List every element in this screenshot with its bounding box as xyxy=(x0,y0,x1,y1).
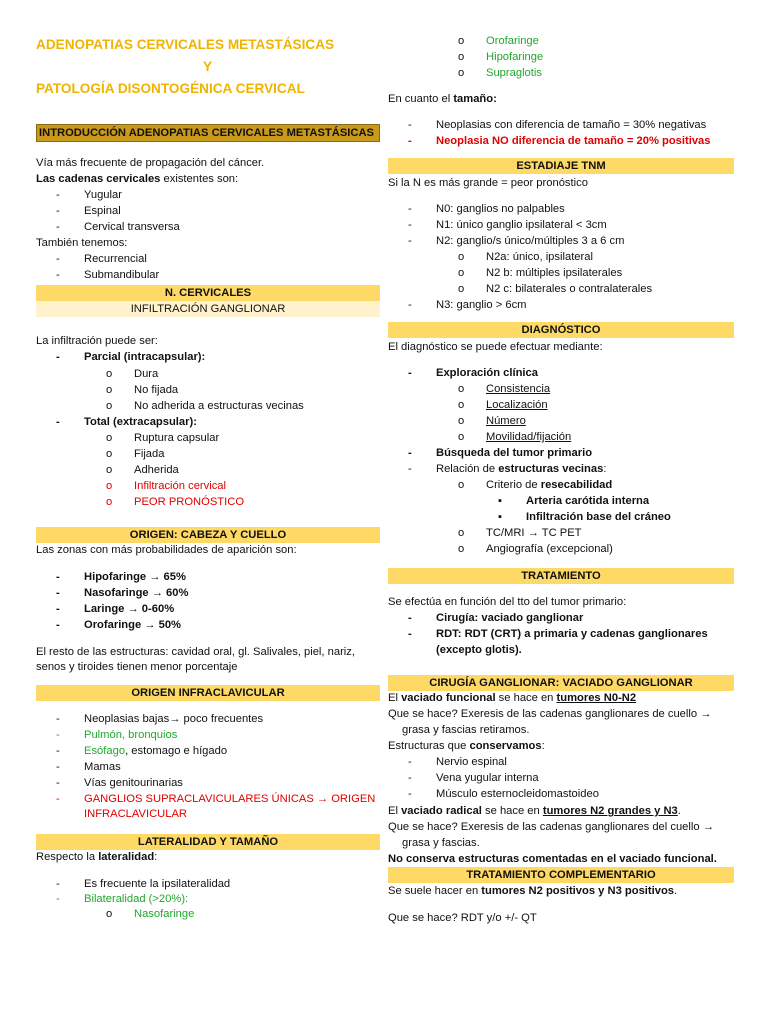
list-item: o PEOR PRONÓSTICO xyxy=(106,496,245,508)
infil-intro: La infiltración puede ser: xyxy=(36,335,158,347)
list-item: - Espinal xyxy=(56,205,121,217)
doc-title-line2: Y xyxy=(203,59,213,74)
list-item: - N3: ganglio > 6cm xyxy=(408,299,527,311)
list-item: o Angiografía (excepcional) xyxy=(458,543,613,555)
list-item: - Parcial (intracapsular): xyxy=(56,351,206,363)
list-item: o Adherida xyxy=(106,464,179,476)
list-item: o Localización xyxy=(458,399,548,411)
list-item: o N2a: único, ipsilateral xyxy=(458,251,593,263)
list-item: ▪ Infiltración base del cráneo xyxy=(498,511,671,523)
list-item: o No fijada xyxy=(106,384,179,396)
diag-intro: El diagnóstico se puede efectuar mediante: xyxy=(388,341,603,353)
cir-line-7: grasa y fascias. xyxy=(402,837,480,849)
list-item: - Búsqueda del tumor primario xyxy=(408,447,593,459)
list-item: - Orofaringe → 50% xyxy=(56,619,181,631)
section-header-tnm: ESTADIAJE TNM xyxy=(388,158,734,174)
list-item: - Laringe → 0-60% xyxy=(56,603,175,615)
tambien-text: También tenemos: xyxy=(36,237,128,249)
list-item: - N2: ganglio/s único/múltiples 3 a 6 cm xyxy=(408,235,625,247)
section-header-ncervicales: N. CERVICALES xyxy=(36,285,380,301)
tam-intro: En cuanto el tamaño: xyxy=(388,93,497,105)
cadenas-bold: Las cadenas cervicales xyxy=(36,173,161,185)
list-item: - Relación de estructuras vecinas: xyxy=(408,463,607,475)
list-item: - Es frecuente la ipsilateralidad xyxy=(56,878,231,890)
list-item: o N2 b: múltiples ipsilaterales xyxy=(458,267,623,279)
list-item: - N1: único ganglio ipsilateral < 3cm xyxy=(408,219,607,231)
list-item: - Exploración clínica xyxy=(408,367,538,379)
cir-line-8: No conserva estructuras comentadas en el vaciado funcional. xyxy=(388,853,717,865)
list-item: - Submandibular xyxy=(56,269,160,281)
cir-line-1: El vaciado funcional se hace en tumores N0-N2 xyxy=(388,692,637,704)
origen-rest-1: El resto de las estructuras: cavidad oral, gl. Salivales, piel, nariz, xyxy=(36,646,355,658)
comp-line-2: Que se hace? RDT y/o +/- QT xyxy=(388,912,537,924)
list-item: - Recurrencial xyxy=(56,253,147,265)
comp-line-1: Se suele hacer en tumores N2 positivos y N3 positivos. xyxy=(388,885,678,897)
list-item: o Hipofaringe xyxy=(458,51,544,63)
list-item: - Vena yugular interna xyxy=(408,772,539,784)
list-item: - Neoplasias con diferencia de tamaño = 30% negativas xyxy=(408,119,707,131)
cir-line-5: El vaciado radical se hace en tumores N2 grandes y N3. xyxy=(388,805,681,817)
list-item: o Número xyxy=(458,415,526,427)
list-item: o Infiltración cervical xyxy=(106,480,227,492)
list-item: - Cirugía: vaciado ganglionar xyxy=(408,612,584,624)
list-item: - Total (extracapsular): xyxy=(56,416,197,428)
doc-title-line3: PATOLOGÍA DISONTOGÉNICA CERVICAL xyxy=(36,81,305,96)
list-item: o Movilidad/fijación xyxy=(458,431,572,443)
list-item: - Yugular xyxy=(56,189,122,201)
section-header-tratamiento: TRATAMIENTO xyxy=(388,568,734,584)
list-item: - RDT: RDT (CRT) a primaria y cadenas ganglionares xyxy=(408,628,708,640)
list-item-cont: (excepto glotis). xyxy=(436,644,522,656)
list-item: o N2 c: bilaterales o contralaterales xyxy=(458,283,653,295)
doc-title-line1: ADENOPATIAS CERVICALES METASTÁSICAS xyxy=(36,37,335,52)
list-item: - Neoplasia NO diferencia de tamaño = 20% positivas xyxy=(408,135,711,147)
list-item: o No adherida a estructuras vecinas xyxy=(106,400,304,412)
cir-line-3: grasa y fascias retiramos. xyxy=(402,724,530,736)
list-item: o Supraglotis xyxy=(458,67,542,79)
list-item: o Nasofaringe xyxy=(106,908,195,920)
section-header-lateralidad: LATERALIDAD Y TAMAÑO xyxy=(36,834,380,850)
cir-line-2: Que se hace? Exeresis de las cadenas ganglionares de cuello → xyxy=(388,708,712,720)
list-item: o Orofaringe xyxy=(458,35,539,47)
list-item: - Mamas xyxy=(56,761,121,773)
list-item: - Nasofaringe → 60% xyxy=(56,587,189,599)
cadenas-line xyxy=(36,172,380,187)
section-header-complementario: TRATAMIENTO COMPLEMENTARIO xyxy=(388,867,734,883)
list-item: o Ruptura capsular xyxy=(106,432,220,444)
list-item: - Neoplasias bajas→ poco frecuentes xyxy=(56,713,264,725)
origen-rest-2: senos y tiroides tienen menor porcentaje xyxy=(36,661,238,673)
cir-line-4: Estructuras que conservamos: xyxy=(388,740,545,752)
cir-line-6: Que se hace? Exeresis de las cadenas ganglionares del cuello → xyxy=(388,821,714,833)
list-item: - Nervio espinal xyxy=(408,756,507,768)
origen-intro: Las zonas con más probabilidades de aparición son: xyxy=(36,544,297,556)
list-item: - Hipofaringe → 65% xyxy=(56,571,186,583)
list-item: - GANGLIOS SUPRACLAVICULARES ÚNICAS → ORIGEN xyxy=(56,793,376,805)
list-item: - Vías genitourinarias xyxy=(56,777,183,789)
section-header-infraclavicular: ORIGEN INFRACLAVICULAR xyxy=(36,685,380,701)
tnm-intro: Si la N es más grande = peor pronóstico xyxy=(388,177,588,189)
list-item: o Fijada xyxy=(106,448,165,460)
list-item: - Esófago, estomago e hígado xyxy=(56,745,228,757)
cadenas-rest: existentes son: xyxy=(160,173,239,185)
lat-intro: Respecto la lateralidad: xyxy=(36,851,158,863)
trat-intro: Se efectúa en función del tto del tumor primario: xyxy=(388,596,627,608)
list-item: - N0: ganglios no palpables xyxy=(408,203,565,215)
list-item: - Cervical transversa xyxy=(56,221,180,233)
list-item: o TC/MRI → TC PET xyxy=(458,527,582,539)
section-header-diagnostico: DIAGNÓSTICO xyxy=(388,322,734,338)
list-item: - Pulmón, bronquios xyxy=(56,729,178,741)
list-item-cont: INFRACLAVICULAR xyxy=(84,808,187,820)
list-item: o Consistencia xyxy=(458,383,551,395)
list-item: o Dura xyxy=(106,368,159,380)
list-item: - Músculo esternocleidomastoideo xyxy=(408,788,599,800)
list-item: ▪ Arteria carótida interna xyxy=(498,495,650,507)
section-header-intro: INTRODUCCIÓN ADENOPATIAS CERVICALES METASTÁSICAS xyxy=(36,124,380,142)
section-header-origen: ORIGEN: CABEZA Y CUELLO xyxy=(36,527,380,543)
list-item: - Bilateralidad (>20%): xyxy=(56,893,189,905)
section-header-cirugia: CIRUGÍA GANGLIONAR: VACIADO GANGLIONAR xyxy=(388,675,734,691)
intro-text: Vía más frecuente de propagación del cáncer. xyxy=(36,157,265,169)
list-item: o Criterio de resecabilidad xyxy=(458,479,613,491)
subheader-infiltracion: INFILTRACIÓN GANGLIONAR xyxy=(36,301,380,317)
